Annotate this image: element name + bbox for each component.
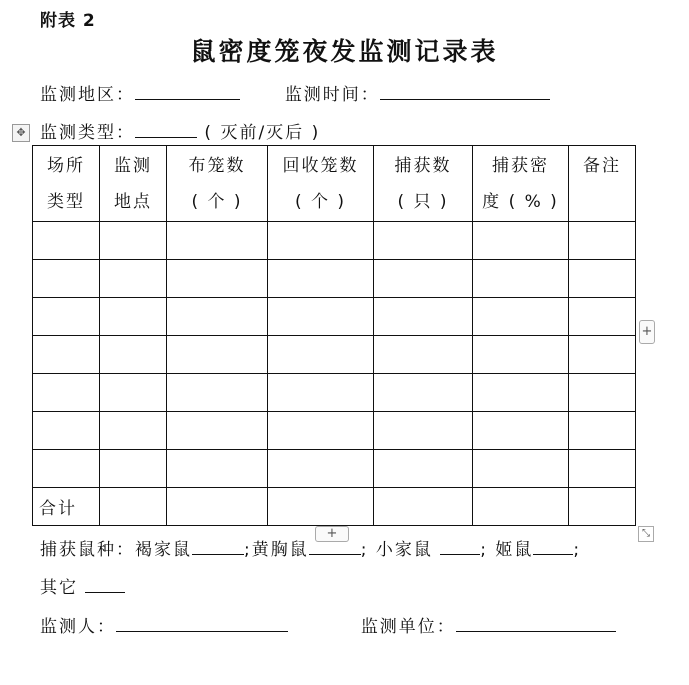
table-row [33, 374, 636, 412]
table-cell[interactable] [100, 412, 167, 450]
table-row [33, 336, 636, 374]
table-cell[interactable] [374, 488, 473, 526]
table-cell[interactable] [268, 222, 374, 260]
table-cell[interactable] [167, 222, 268, 260]
species-end: ; [573, 540, 582, 560]
table-cell[interactable] [473, 260, 569, 298]
table-cell[interactable] [268, 374, 374, 412]
record-table [32, 145, 636, 526]
monitor-person-label: 监测人： [40, 617, 116, 637]
table-cell[interactable] [167, 260, 268, 298]
table-cell[interactable] [374, 374, 473, 412]
header-location: 监测 地点 [100, 146, 167, 222]
house-mouse-field[interactable] [440, 538, 480, 555]
table-cell[interactable] [100, 336, 167, 374]
table-cell[interactable] [167, 298, 268, 336]
time-label: 监测时间： [284, 85, 380, 105]
species-house-mouse: ; 小家鼠 [360, 540, 433, 560]
table-cell[interactable] [569, 336, 636, 374]
header-remarks: 备注 [569, 146, 636, 222]
table-cell[interactable] [473, 412, 569, 450]
table-cell[interactable] [473, 488, 569, 526]
table-cell[interactable] [167, 488, 268, 526]
table-cell[interactable] [374, 412, 473, 450]
region-time-line [40, 80, 550, 105]
table-cell[interactable] [473, 336, 569, 374]
monitor-person-field[interactable] [116, 615, 288, 632]
species-brown-rat: 褐家鼠 [135, 540, 192, 560]
table-cell[interactable] [569, 488, 636, 526]
table-cell[interactable] [268, 336, 374, 374]
table-cell[interactable] [100, 450, 167, 488]
table-cell[interactable] [473, 298, 569, 336]
table-cell[interactable] [473, 450, 569, 488]
appendix-label: 附表 2 [40, 11, 96, 31]
region-label: 监测地区： [40, 85, 135, 105]
region-field[interactable] [135, 83, 240, 100]
other-label: 其它 [40, 578, 78, 598]
header-density: 捕获密 度 ( % ) [473, 146, 569, 222]
table-cell[interactable] [374, 336, 473, 374]
page-title: 鼠密度笼夜发监测记录表 [190, 37, 499, 66]
table-cell[interactable] [167, 374, 268, 412]
table-cell[interactable] [569, 298, 636, 336]
table-cell[interactable] [167, 450, 268, 488]
table-row [33, 260, 636, 298]
table-cell[interactable] [167, 412, 268, 450]
species-label: 捕获鼠种： [40, 540, 135, 560]
header-cages-set: 布笼数 ( 个 ) [167, 146, 268, 222]
table-cell[interactable] [473, 222, 569, 260]
field-mouse-field[interactable] [533, 538, 573, 555]
table-cell[interactable] [374, 260, 473, 298]
type-label: 监测类型： [40, 123, 135, 143]
table-cell[interactable] [569, 450, 636, 488]
monitor-unit-label: 监测单位： [360, 617, 456, 637]
table-cell[interactable] [374, 298, 473, 336]
table-row [33, 298, 636, 336]
total-label: 合计 [33, 488, 100, 526]
table-cell[interactable] [569, 374, 636, 412]
other-field[interactable] [85, 576, 125, 593]
table-cell[interactable] [268, 450, 374, 488]
type-field[interactable] [135, 121, 197, 138]
header-captured: 捕获数 ( 只 ) [374, 146, 473, 222]
add-row-button[interactable]: + [315, 526, 349, 542]
table-row [33, 412, 636, 450]
table-move-handle[interactable]: ✥ [12, 124, 30, 142]
table-cell[interactable] [374, 222, 473, 260]
table-cell[interactable] [33, 222, 100, 260]
table-row [33, 222, 636, 260]
table-cell[interactable] [268, 412, 374, 450]
table-cell[interactable] [33, 260, 100, 298]
table-cell[interactable] [100, 260, 167, 298]
table-cell[interactable] [473, 374, 569, 412]
table-total-row [33, 488, 636, 526]
brown-rat-field[interactable] [192, 538, 244, 555]
other-line [40, 573, 125, 598]
table-cell[interactable] [268, 488, 374, 526]
table-cell[interactable] [33, 336, 100, 374]
table-cell[interactable] [100, 374, 167, 412]
species-field-mouse: ; 姬鼠 [480, 540, 534, 560]
monitor-unit-field[interactable] [456, 615, 616, 632]
species-yellow-rat: ;黄胸鼠 [244, 540, 309, 560]
header-site-type: 场所 类型 [33, 146, 100, 222]
table-cell[interactable] [33, 450, 100, 488]
table-row [33, 450, 636, 488]
table-cell[interactable] [100, 222, 167, 260]
table-cell[interactable] [569, 412, 636, 450]
table-cell[interactable] [100, 488, 167, 526]
table-header-row [33, 146, 636, 222]
type-note: ( 灭前/灭后 ) [204, 123, 321, 143]
table-cell[interactable] [167, 336, 268, 374]
table-resize-handle[interactable]: ⤡ [638, 526, 654, 542]
table-cell[interactable] [33, 374, 100, 412]
yellow-rat-field[interactable] [309, 538, 361, 555]
table-cell[interactable] [100, 298, 167, 336]
table-cell[interactable] [33, 412, 100, 450]
header-cages-recovered: 回收笼数 ( 个 ) [268, 146, 374, 222]
species-line [40, 535, 581, 560]
time-field[interactable] [380, 83, 550, 100]
table-cell[interactable] [268, 298, 374, 336]
type-line [40, 118, 320, 143]
add-column-button[interactable]: + [639, 320, 655, 344]
table-cell[interactable] [33, 298, 100, 336]
table-cell[interactable] [569, 260, 636, 298]
table-cell[interactable] [268, 260, 374, 298]
signature-line [40, 612, 616, 637]
table-cell[interactable] [374, 450, 473, 488]
table-cell[interactable] [569, 222, 636, 260]
